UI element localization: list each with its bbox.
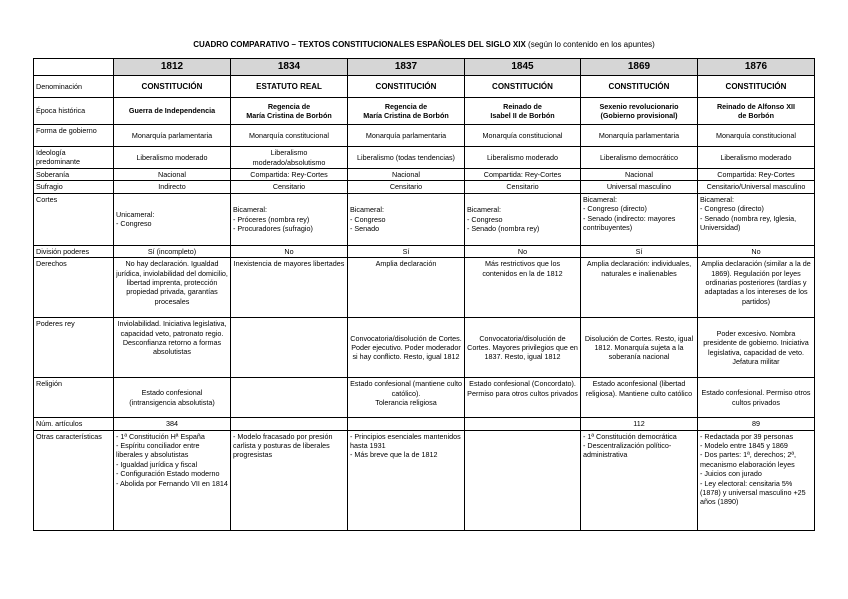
cell: Estado confesional. Permiso otros cultos privados [698,378,815,418]
row-soberania [34,169,815,181]
year-header: 1837 [348,59,465,76]
row-label: Otras características [34,430,114,530]
cell: Bicameral: - Próceres (nombra rey) - Procuradores (sufragio) [231,193,348,245]
row-cortes [34,193,815,245]
cell: Estado confesional (intransigencia absolutista) [114,378,231,418]
cell: 112 [581,418,698,430]
cell [465,418,581,430]
cell: CONSTITUCIÓN [465,76,581,98]
row-derechos [34,258,815,318]
cell: Universal masculino [581,181,698,193]
row-forma [34,125,815,147]
cell: - Modelo fracasado por presión carlista y posturas de liberales progresistas [231,430,348,530]
cell: Bicameral: - Congreso - Senado (nombra rey) [465,193,581,245]
cell: No [231,245,348,257]
cell: 384 [114,418,231,430]
year-header: 1845 [465,59,581,76]
cell: No [465,245,581,257]
corner-cell [34,59,114,76]
cell: Inexistencia de mayores libertades [231,258,348,318]
cell: Sí (incompleto) [114,245,231,257]
cell: Monarquía parlamentaria [114,125,231,147]
cell: Censitario [231,181,348,193]
row-label: Religión [34,378,114,418]
cell: Bicameral: - Congreso - Senado [348,193,465,245]
header-row [34,59,815,76]
cell: Liberalismo moderado [698,147,815,169]
row-label: Denominación [34,76,114,98]
row-poderes [34,318,815,378]
cell: CONSTITUCIÓN [114,76,231,98]
row-label: Poderes rey [34,318,114,378]
year-header: 1812 [114,59,231,76]
cell: CONSTITUCIÓN [581,76,698,98]
cell: Compartida: Rey-Cortes [465,169,581,181]
cell: Regencia de María Cristina de Borbón [231,98,348,125]
cell: Estado aconfesional (libertad religiosa). Mantiene culto católico [581,378,698,418]
cell: Compartida: Rey-Cortes [231,169,348,181]
row-denominacion [34,76,815,98]
cell: Nacional [581,169,698,181]
cell: Liberalismo moderado/absolutismo [231,147,348,169]
cell: Monarquía parlamentaria [348,125,465,147]
cell: Nacional [348,169,465,181]
cell [231,378,348,418]
row-label: Soberanía [34,169,114,181]
cell: Reinado de Alfonso XII de Borbón [698,98,815,125]
row-division [34,245,815,257]
cell: - Principios esenciales mantenidos hasta 1931 - Más breve que la de 1812 [348,430,465,530]
cell: Sí [581,245,698,257]
cell: No [698,245,815,257]
cell: Censitario [348,181,465,193]
row-label: Sufragio [34,181,114,193]
cell [231,418,348,430]
cell: Monarquía constitucional [465,125,581,147]
cell: Regencia de María Cristina de Borbón [348,98,465,125]
cell: Disolución de Cortes. Resto, igual 1812. Monarquía sujeta a la soberanía nacional [581,318,698,378]
year-header: 1834 [231,59,348,76]
cell: Estado confesional (mantiene culto católico). Tolerancia religiosa [348,378,465,418]
cell: Compartida: Rey-Cortes [698,169,815,181]
cell: No hay declaración. Igualdad jurídica, inviolabilidad del domicilio, libertad imprenta, protección propiedad privada, garantías procesales [114,258,231,318]
year-header: 1876 [698,59,815,76]
cell: Censitario [465,181,581,193]
row-label: Derechos [34,258,114,318]
cell: Bicameral: - Congreso (directo) - Senado (nombra rey, Iglesia, Universidad) [698,193,815,245]
cell: Guerra de Independencia [114,98,231,125]
cell: Reinado de Isabel II de Borbón [465,98,581,125]
cell [465,430,581,530]
row-label: Época histórica [34,98,114,125]
cell: - 1ª Constitución Hª España - Espíritu conciliador entre liberales y absolutistas - Igualdad jurídica y fiscal - Configuración Estado moderno - Abolida por Fernando VII en 1814 [114,430,231,530]
row-label: Ideología predominante [34,147,114,169]
row-label: División poderes [34,245,114,257]
cell [348,418,465,430]
cell: Monarquía parlamentaria [581,125,698,147]
cell: Amplia declaración [348,258,465,318]
cell: Sí [348,245,465,257]
row-religion [34,378,815,418]
cell: CONSTITUCIÓN [348,76,465,98]
row-label: Núm. artículos [34,418,114,430]
cell: Inviolabilidad. Iniciativa legislativa, capacidad veto, patronato regio. Desconfianza retorno a formas absolutistas [114,318,231,378]
page-title: CUADRO COMPARATIVO – TEXTOS CONSTITUCIONALES ESPAÑOLES DEL SIGLO XIX (según lo contenido en los apuntes) [193,40,655,49]
cell: Sexenio revolucionario (Gobierno provisional) [581,98,698,125]
cell: - 1ª Constitución democrática - Descentralización político-administrativa [581,430,698,530]
year-header: 1869 [581,59,698,76]
cell: Poder excesivo. Nombra presidente de gobierno. Iniciativa legislativa, capacidad de veto. Jefatura militar [698,318,815,378]
cell: Monarquía constitucional [231,125,348,147]
row-label: Cortes [34,193,114,245]
cell: 89 [698,418,815,430]
cell: Liberalismo moderado [114,147,231,169]
comparison-table [33,58,815,531]
cell [231,318,348,378]
row-ideologia [34,147,815,169]
cell: Bicameral: - Congreso (directo) - Senado (indirecto: mayores contribuyentes) [581,193,698,245]
cell: Más restrictivos que los contenidos en la de 1812 [465,258,581,318]
cell: Estado confesional (Concordato). Permiso para otros cultos privados [465,378,581,418]
cell: Censitario/Universal masculino [698,181,815,193]
cell: Amplia declaración: individuales, naturales e inalienables [581,258,698,318]
cell: CONSTITUCIÓN [698,76,815,98]
cell: Amplia declaración (similar a la de 1869). Regulación por leyes ordinarias posteriores (tardías y adaptadas a los intereses de los partidos) [698,258,815,318]
row-epoca [34,98,815,125]
cell: Convocatoria/disolución de Cortes. Poder ejecutivo. Poder moderador si hay conflicto. Resto, igual 1812 [348,318,465,378]
row-articulos [34,418,815,430]
cell: Liberalismo democrático [581,147,698,169]
cell: Monarquía constitucional [698,125,815,147]
row-sufragio [34,181,815,193]
cell: Unicameral: - Congreso [114,193,231,245]
cell: Liberalismo (todas tendencias) [348,147,465,169]
cell: - Redactada por 39 personas - Modelo entre 1845 y 1869 - Dos partes: 1ª, derechos; 2ª, mecanismo elaboración leyes - Juicios con jurado - Ley electoral: censitaria 5% (1878) y universal masculino +25 años (1890) [698,430,815,530]
cell: Indirecto [114,181,231,193]
row-label: Forma de gobierno [34,125,114,147]
cell: Liberalismo moderado [465,147,581,169]
cell: ESTATUTO REAL [231,76,348,98]
cell: Nacional [114,169,231,181]
row-otras [34,430,815,530]
cell: Convocatoria/disolución de Cortes. Mayores privilegios que en 1837. Resto, igual 1812 [465,318,581,378]
